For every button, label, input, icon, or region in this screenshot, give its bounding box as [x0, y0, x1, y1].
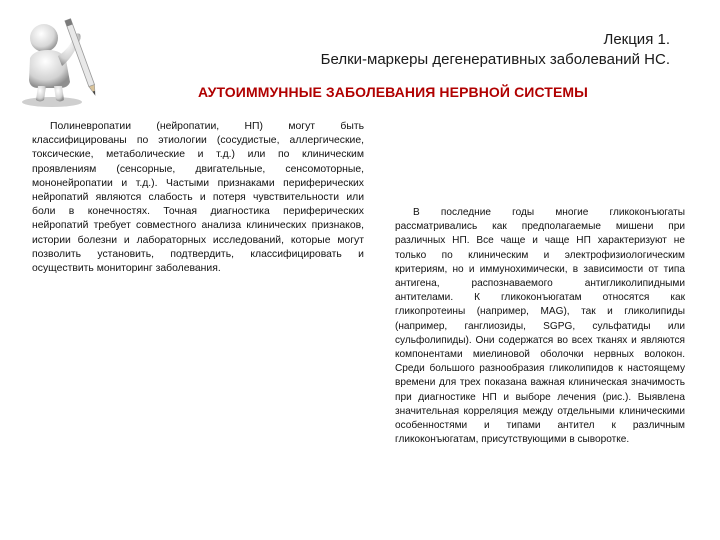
title-line-2: Белки-маркеры дегенеративных заболеваний НС. — [320, 51, 670, 68]
figure-with-pencil-icon — [14, 8, 96, 108]
section-heading: АУТОИММУННЫЕ ЗАБОЛЕВАНИЯ НЕРВНОЙ СИСТЕМЫ — [198, 84, 588, 100]
lecture-title — [150, 30, 670, 70]
title-line-1: Лекция 1. — [603, 31, 670, 48]
left-paragraph: Полиневропатии (нейропатии, НП) могут быть классифицированы по этиологии (сосудистые, аллергические, токсические, метаболические и т.д.) или по клиническим проявлениям (сенсорные, двигательные, сенсомоторные, мононейропатии и т.д.). Частыми признаками периферических нейропатий являются слабость и потеря чувствительности или боли в конечностях. Точная диагностика периферических нейропатий требует совместного анализа клинических признаков, истории болезни и лабораторных исследований, которые могут позволить установить, подтвердить, классифицировать и осуществить мониторинг заболевания. — [32, 121, 364, 275]
right-paragraph: В последние годы многие гликоконъюгаты рассматривались как предполагаемые мишени при различных НП. Все чаще и чаще НП характеризуют не только по клиническим и электрофизиологическим критериям, но и иммунохимически, в зависимости от типа антигена, распознаваемого антигликолипидными антителами. К гликоконъюгатам относятся как гликопротеины (например, MAG), так и гликолипиды (например, ганглиозиды, SGPG, сульфатиды или сульфолипиды). Они содержатся во всех тканях и являются компонентами миелиновой оболочки нервных волокон. Среди большого разнообразия гликолипидов к настоящему времени для трех показана важная клиническая значимость при диагностике НП и выборе лечения (рис.). Выявлена значительная корреляция между отдельными клиническими особенностями и типами антител к различным гликоконъюгатам, присутствующими в сыворотке. — [395, 207, 685, 446]
